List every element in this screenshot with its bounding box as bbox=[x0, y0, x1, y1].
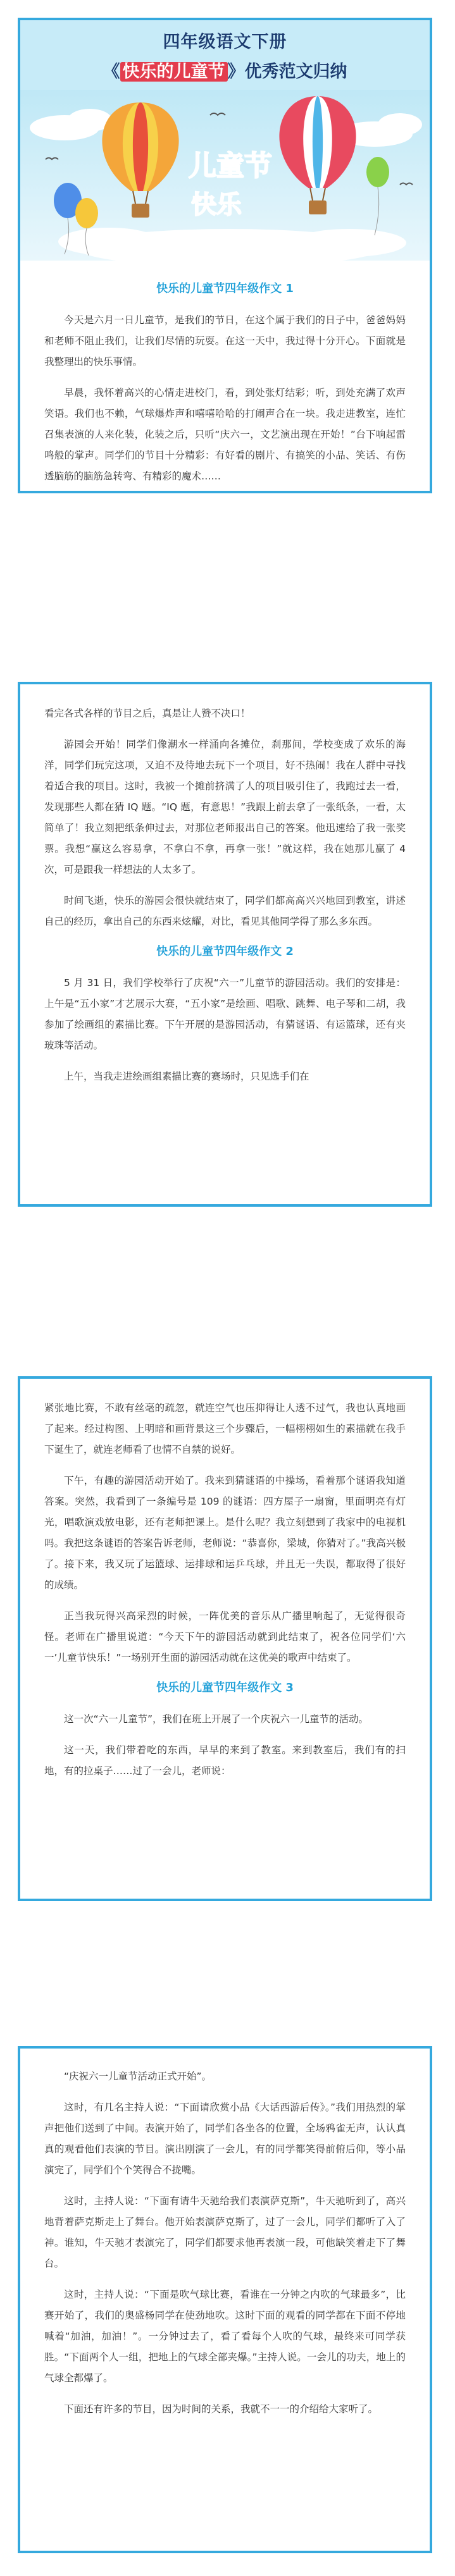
banner-title-line1: 儿童节 bbox=[189, 150, 272, 182]
title-suffix: 优秀范文归纳 bbox=[244, 62, 347, 82]
essay-2-paragraph-2: 上午，当我走进绘画组素描比赛的赛场时，只见选手们在 bbox=[64, 1071, 309, 1082]
card-4-paragraph-4: 这时，主持人说：“下面是吹气球比赛，看谁在一分钟之内吹的气球最多”，比赛开始了，我们的奥盛杨同学在使劲地吹。这时下面的观看的同学都在下面不停地喊着“加油，加油！”。一分钟过去了，看了看每个人吹的气球，最终来可同学获胜。“下面两个人一组，把地上的气球全部夹爆。”主持人说。一会儿的功夫，地上的气球全都爆了。 bbox=[44, 2289, 406, 2384]
card-4-paragraph-5: 下面还有许多的节目，因为时间的关系，我就不一一的介绍给大家听了。 bbox=[64, 2403, 378, 2415]
essay-3-paragraph-1: 这一次“六一儿童节”，我们在班上开展了一个庆祝六一儿童节的活动。 bbox=[64, 1713, 369, 1725]
title-band bbox=[20, 20, 430, 90]
card-4 bbox=[18, 2046, 432, 2553]
essay-2-title: 快乐的儿童节四年级作文 2 bbox=[156, 945, 294, 958]
card-2-paragraph-2: 游园会开始！同学们像潮水一样涌向各摊位，刹那间，学校变成了欢乐的海洋，同学们玩完这项，又迫不及待地去玩下一个项目，好不热闹！我在人群中寻找着适合我的项目。这时，我被一个摊前挤满了人的项目吸引住了，我跑过去一看，发现那些人都在猜 IQ 题。“IQ 题，有意思！”我跟上前去拿了一张纸条，一看，太简单了！我立刻把纸条伸过去，对那位老师报出自己的答案。他迅速给了我一张奖票。我想“赢这么容易拿，不拿白不拿，再拿一张！”就这样，我在她那儿赢了 4 次，可是跟我一样想法的人太多了。 bbox=[44, 739, 406, 875]
card-2-paragraph-1: 看完各式各样的节目之后，真是让人赞不决口！ bbox=[44, 708, 251, 719]
card-3 bbox=[18, 1376, 432, 1901]
essay-3-title: 快乐的儿童节四年级作文 3 bbox=[156, 1681, 294, 1694]
page-title-line1: 四年级语文下册 bbox=[163, 32, 287, 52]
bracket-open: 《 bbox=[103, 62, 120, 82]
card-4-paragraph-1: “庆祝六一儿童节活动正式开始”。 bbox=[64, 2071, 212, 2082]
essay-1-paragraph-1: 今天是六月一日儿童节，是我们的节日，在这个属于我们的日子中，爸爸妈妈和老师不阻止我们，让我们尽情的玩耍。在这一天中，我过得十分开心。下面就是我整理出的快乐事情。 bbox=[44, 314, 406, 367]
banner-title-line2: 快乐 bbox=[191, 190, 242, 219]
card-4-paragraph-2: 这时，有几名主持人说：“下面请欣赏小品《大话西游后传》。”我们用热烈的掌声把他们送到了中间。表演开始了，同学们各坐各的位置，全场鸦雀无声，认认真真的观看他们表演的节目。演出刚演了一会儿，有的同学都笑得前俯后仰，等小品演完了，同学们个个笑得合不拢嘴。 bbox=[44, 2102, 406, 2176]
card-2 bbox=[18, 682, 432, 1207]
bracket-close: 》 bbox=[227, 62, 245, 82]
card-3-paragraph-3: 正当我玩得兴高采烈的时候，一阵优美的音乐从广播里响起了，无觉得很奇怪。老师在广播里说道：“今天下午的游园活动就到此结束了，祝各位同学们‘六一’儿童节快乐！”一场别开生面的游园活动就在这优美的歌声中结束了。 bbox=[44, 1610, 406, 1663]
card-1 bbox=[18, 18, 432, 493]
essay-2-paragraph-1: 5 月 31 日，我们学校举行了庆祝“六一”儿童节的游园活动。我们的安排是：上午是“五小家”才艺展示大赛，“五小家”是绘画、唱歌、跳舞、电子琴和二胡，我参加了绘画组的素描比赛。下午开展的是游园活动，有猜谜语、有运篮球，还有夹玻珠等活动。 bbox=[44, 977, 406, 1051]
card-2-paragraph-3: 时间飞逝，快乐的游园会很快就结束了，同学们都高高兴兴地回到教室，讲述自己的经历，拿出自己的东西来炫耀，对比，看见其他同学得了那么多东西。 bbox=[44, 895, 406, 927]
card-3-paragraph-2: 下午，有趣的游园活动开始了。我来到猜谜语的中操场，看着那个谜语我知道答案。突然，我看到了一条编号是 109 的谜语：四方屋子一扇窗，里面明亮有灯光，唱歌演戏放电影，还有老师把课上。是什么呢？我立刻想到了我家中的电视机吗。我把这条谜语的答案告诉老师，老师说：“恭喜你，梁城，你猜对了。”我高兴极了。接下来，我又玩了运篮球、运排球和运乒乓球，并且无一失误，都取得了很好的成绩。 bbox=[44, 1475, 406, 1591]
card-3-paragraph-1: 紧张地比赛，不敢有丝毫的疏忽，就连空气也压抑得让人透不过气，我也认真地画了起来。经过构图、上明暗和画背景这三个步骤后，一幅栩栩如生的素描就在我手下诞生了，就连老师看了也情不自禁的说好。 bbox=[44, 1402, 406, 1455]
hero-banner-image bbox=[20, 90, 430, 261]
title-highlight: 快乐的儿童节 bbox=[120, 62, 228, 82]
essay-1-paragraph-2: 早晨，我怀着高兴的心情走进校门，看，到处张灯结彩；听，到处充满了欢声笑语。我们也不赖，气球爆炸声和嘻嘻哈哈的打闹声合在一块。我走进教室，连忙召集表演的人来化装，化装之后，只听“庆六一，文艺演出现在开始！”台下响起雷鸣般的掌声。同学们的节目十分精彩：有好看的剧片、有搞笑的小品、笑话、有伤透脑筋的脑筋急转弯、有精彩的魔术…… bbox=[44, 387, 406, 482]
essay-3-paragraph-2: 这一天，我们带着吃的东西，早早的来到了教室。来到教室后，我们有的扫地，有的拉桌子……过了一会儿，老师说： bbox=[44, 1744, 406, 1777]
card-4-paragraph-3: 这时，主持人说：“下面有请牛天驰给我们表演萨克斯”，牛天驰听到了，高兴地背着萨克斯走上了舞台。他开始表演萨克斯了，过了一会儿，同学们都听了入了神。谁知，牛天驰才表演完了，同学们都要求他再表演一段，可他缺笑着走下了舞台。 bbox=[44, 2195, 406, 2269]
page-title-line2 bbox=[20, 58, 430, 82]
essay-1-title: 快乐的儿童节四年级作文 1 bbox=[156, 282, 294, 295]
